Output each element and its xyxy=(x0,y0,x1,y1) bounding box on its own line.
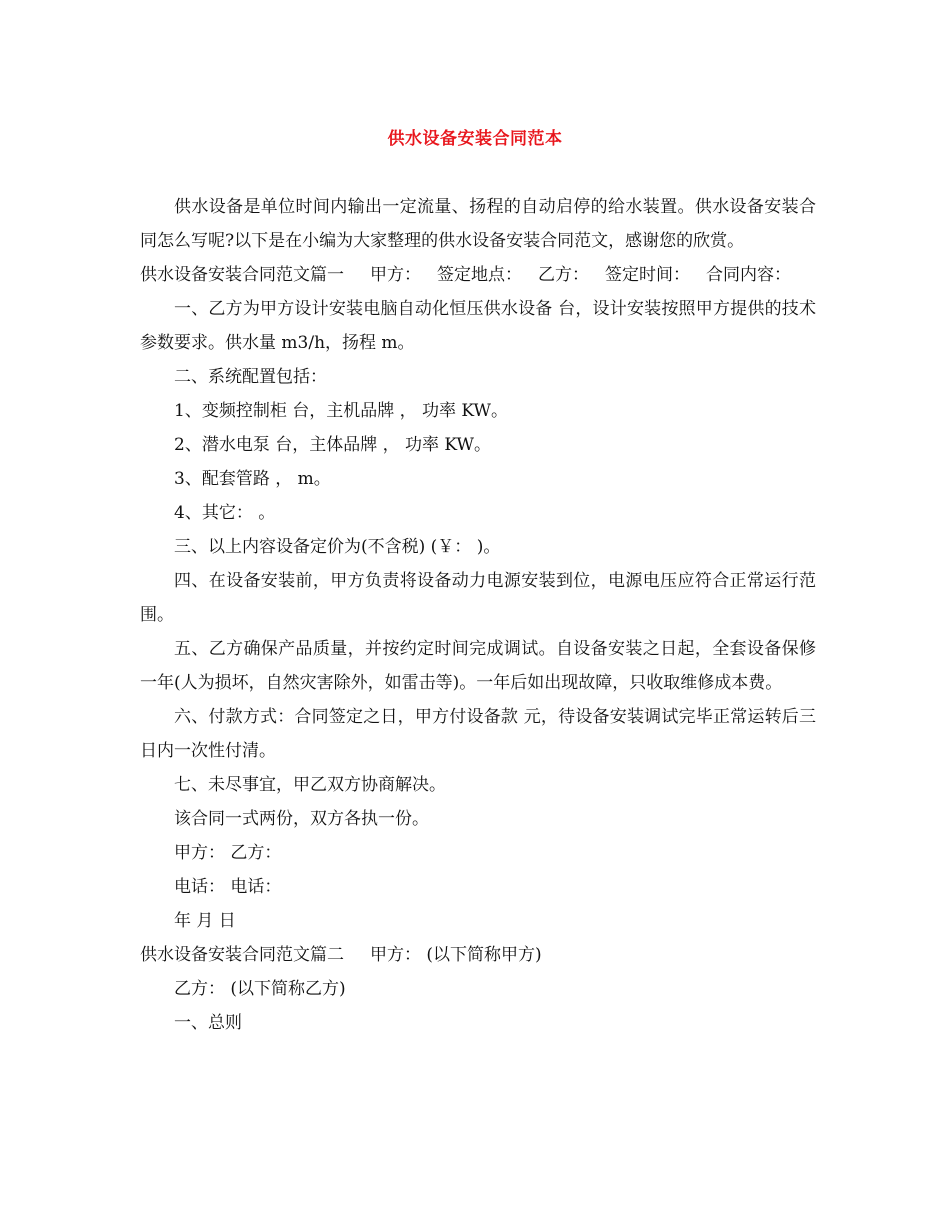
section2-heading: 供水设备安装合同范文篇二 xyxy=(140,945,344,965)
document-title: 供水设备安装合同范本 xyxy=(387,129,563,149)
clause-7: 七、未尽事宜，甲乙双方协商解决。 xyxy=(174,775,446,795)
clause-5: 五、乙方确保产品质量，并按约定时间完成调试。自设备安装之日起，全套设备保修一年(人为损坏，自然灾害除外，如雷击等)。一年后如出现故障，只收取维修成本费。 xyxy=(140,639,816,693)
section1-sign-time: 签定时间： xyxy=(605,265,690,285)
section2-party-b: 乙方： (以下简称乙方) xyxy=(174,979,346,999)
clause-2-item-2: 2、潜水电泵 台，主体品牌 ， 功率 KW。 xyxy=(174,435,491,455)
section1-heading: 供水设备安装合同范文篇一 xyxy=(140,265,344,285)
section1-sign-place: 签定地点： xyxy=(437,265,522,285)
clause-3: 三、以上内容设备定价为(不含税) (￥： )。 xyxy=(174,537,501,557)
clause-2-item-4: 4、其它： 。 xyxy=(174,503,276,523)
clause-2-item-1: 1、变频控制柜 台，主机品牌 ， 功率 KW。 xyxy=(174,401,508,421)
section1-party-b: 乙方： xyxy=(538,265,589,285)
signature-parties: 甲方： 乙方： xyxy=(174,843,282,863)
intro-paragraph: 供水设备是单位时间内输出一定流量、扬程的自动启停的给水装置。供水设备安装合同怎么写呢?以下是在小编为大家整理的供水设备安装合同范文，感谢您的欣赏。 xyxy=(140,197,816,251)
signature-phones: 电话： 电话： xyxy=(174,877,282,897)
clause-2-item-3: 3、配套管路 ， m。 xyxy=(174,469,331,489)
clause-4: 四、在设备安装前，甲方负责将设备动力电源安装到位，电源电压应符合正常运行范围。 xyxy=(140,571,816,625)
section2-party-a: 甲方： (以下简称甲方) xyxy=(370,945,542,965)
document-body xyxy=(140,190,816,1040)
section1-content-label: 合同内容： xyxy=(706,265,791,285)
clause-2: 二、系统配置包括： xyxy=(174,367,327,387)
section2-first-item: 一、总则 xyxy=(174,1013,242,1033)
section1-header-line xyxy=(140,258,816,292)
section1-party-a: 甲方： xyxy=(370,265,421,285)
signature-date: 年 月 日 xyxy=(174,911,236,931)
copies-statement: 该合同一式两份，双方各执一份。 xyxy=(174,809,429,829)
clause-6: 六、付款方式：合同签定之日，甲方付设备款 元，待设备安装调试完毕正常运转后三日内一次性付清。 xyxy=(140,707,816,761)
clause-1: 一、乙方为甲方设计安装电脑自动化恒压供水设备 台，设计安装按照甲方提供的技术参数要求。供水量 m3/h，扬程 m。 xyxy=(140,299,816,353)
section2-header-line xyxy=(140,938,816,972)
